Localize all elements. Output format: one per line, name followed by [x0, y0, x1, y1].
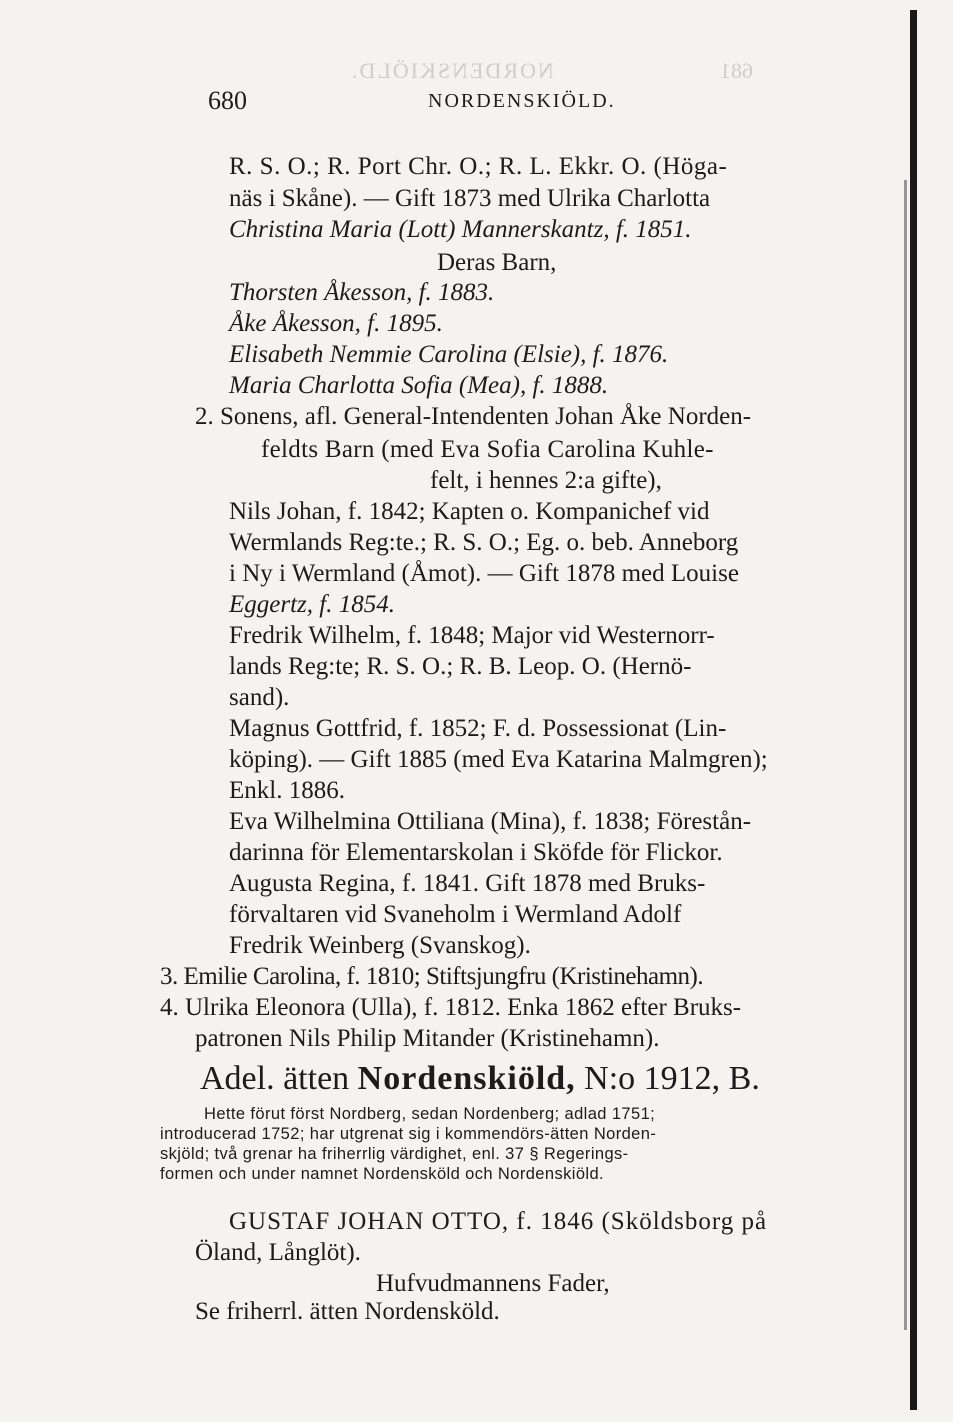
text-line: sand). [229, 684, 290, 711]
text-line: Fredrik Wilhelm, f. 1848; Major vid Westernorr- [229, 622, 715, 649]
text-line: 4. Ulrika Eleonora (Ulla), f. 1812. Enka 1862 efter Bruks- [160, 994, 742, 1021]
text-line: R. S. O.; R. Port Chr. O.; R. L. Ekkr. O. (Höga- [229, 153, 728, 180]
note-line: Hette förut först Nordberg, sedan Nordenberg; adlad 1751; [204, 1105, 656, 1123]
section-heading-name: Nordenskiöld, [357, 1060, 576, 1097]
bleed-through-title: NORDENSKIÖLD. [350, 58, 554, 83]
text-line: Elisabeth Nemmie Carolina (Elsie), f. 1876. [229, 341, 669, 368]
binding-edge [910, 10, 917, 1410]
section-heading-number: N:o 1912, B. [584, 1060, 760, 1097]
text-line: Öland, Långlöt). [195, 1239, 361, 1266]
text-line: 2. Sonens, afl. General-Intendenten Johan Åke Norden- [195, 403, 752, 430]
text-line: Eggertz, f. 1854. [229, 591, 395, 618]
text-line: Åke Åkesson, f. 1895. [229, 310, 443, 337]
text-line: i Ny i Wermland (Åmot). — Gift 1878 med Louise [229, 560, 739, 587]
text-line: Nils Johan, f. 1842; Kapten o. Kompanichef vid [229, 498, 710, 525]
text-line: Eva Wilhelmina Ottiliana (Mina), f. 1838; Förestån- [229, 808, 752, 835]
note-line: formen och under namnet Nordensköld och Nordenskiöld. [160, 1165, 605, 1183]
text-line: felt, i hennes 2:a gifte), [430, 467, 662, 494]
text-line: Thorsten Åkesson, f. 1883. [229, 279, 495, 306]
text-line: förvaltaren vid Svaneholm i Wermland Adolf [229, 901, 682, 928]
text-line: GUSTAF JOHAN OTTO, f. 1846 (Sköldsborg på [229, 1208, 768, 1235]
text-line: Magnus Gottfrid, f. 1852; F. d. Possessionat (Lin- [229, 715, 727, 742]
section-heading-prefix: Adel. ätten [200, 1060, 350, 1097]
text-line: patronen Nils Philip Mitander (Kristinehamn). [195, 1025, 660, 1052]
note-line: introducerad 1752; har utgrenat sig i kommendörs-ätten Norden- [160, 1125, 657, 1143]
text-line: Se friherrl. ätten Nordensköld. [195, 1298, 500, 1325]
text-line: lands Reg:te; R. S. O.; R. B. Leop. O. (Hernö- [229, 653, 692, 680]
text-line: Wermlands Reg:te.; R. S. O.; Eg. o. beb. Anneborg [229, 529, 739, 556]
section-heading [200, 1060, 760, 1098]
text-line: Maria Charlotta Sofia (Mea), f. 1888. [229, 372, 609, 399]
text-line: Fredrik Weinberg (Svanskog). [229, 932, 531, 959]
text-line: Augusta Regina, f. 1841. Gift 1878 med Bruks- [229, 870, 706, 897]
text-line: Hufvudmannens Fader, [376, 1270, 610, 1297]
text-line: näs i Skåne). — Gift 1873 med Ulrika Charlotta [229, 185, 711, 212]
text-line: darinna för Elementarskolan i Sköfde för Flickor. [229, 839, 723, 866]
note-line: skjöld; två grenar ha friherrlig värdighet, enl. 37 § Regerings- [160, 1145, 629, 1163]
text-line: Enkl. 1886. [229, 777, 345, 804]
text-line: köping). — Gift 1885 (med Eva Katarina Malmgren); [229, 746, 768, 773]
binding-shadow [904, 180, 907, 1330]
text-line: Christina Maria (Lott) Mannerskantz, f. 1851. [229, 216, 692, 243]
running-title: NORDENSKIÖLD. [428, 90, 616, 112]
page-number: 680 [208, 86, 247, 115]
page-header [208, 86, 848, 120]
text-line: feldts Barn (med Eva Sofia Carolina Kuhle- [261, 436, 714, 463]
bleed-through-page-number: 681 [720, 58, 753, 83]
text-line: 3. Emilie Carolina, f. 1810; Stiftsjungfru (Kristinehamn). [160, 963, 704, 990]
text-line: Deras Barn, [437, 249, 557, 276]
